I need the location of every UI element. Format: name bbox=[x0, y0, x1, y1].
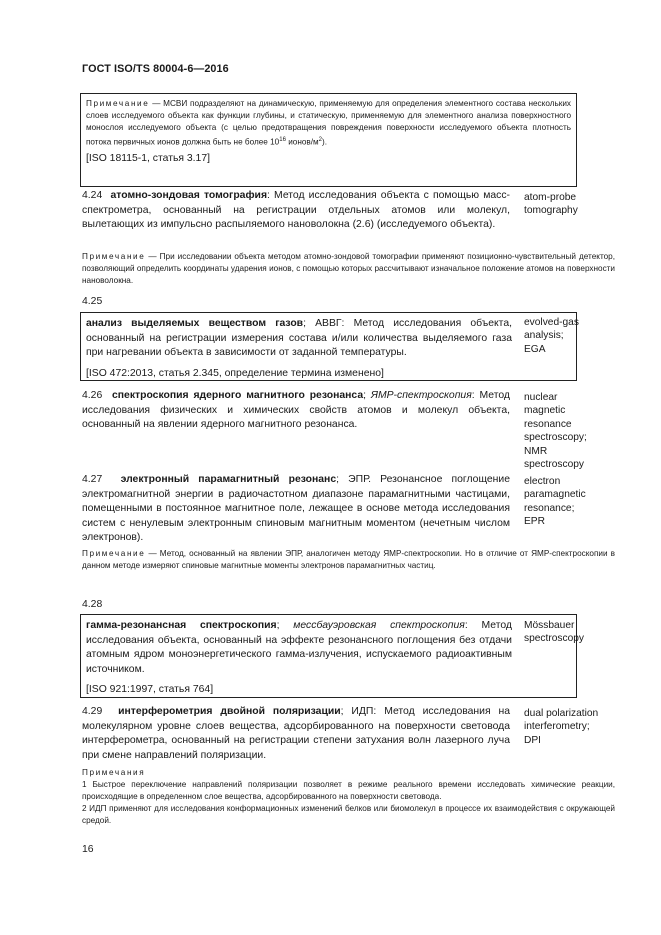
english-term-4-27 bbox=[524, 475, 634, 529]
note-4-24 bbox=[82, 251, 615, 287]
term-number-4-28: 4.28 bbox=[82, 599, 103, 610]
english-term-line: magnetic bbox=[524, 405, 566, 417]
notes-label: Примечания bbox=[82, 768, 146, 777]
term-4-28 bbox=[86, 619, 512, 677]
term-number: 4.29 bbox=[82, 706, 103, 717]
english-term-4-24 bbox=[524, 191, 634, 218]
english-term-line: resonance; bbox=[524, 502, 575, 514]
note-sup: 2 bbox=[318, 137, 323, 143]
term-synonym: мессбауэровская спектроскопия bbox=[293, 620, 465, 631]
english-term-line: EPR bbox=[524, 516, 545, 528]
term-title: гамма-резонансная спектроскопия bbox=[86, 620, 277, 631]
reference: [ISO 18115-1, статья 3.17] bbox=[86, 152, 210, 164]
note-text: — МСВИ подразделяют на динамическую, применяемую для определения элементного состава нескольких слоев исследуемого объекта как функции глубины, и статическую, применяемую для элементного анализа поверхностного монослоя исследуемого объекта (с целью предотвращения повреждения поверхности исследуемого объекта плотность потока первичных ионов должна быть не более 10 bbox=[86, 99, 571, 147]
note-sup: 16 bbox=[279, 137, 286, 143]
english-term-4-26 bbox=[524, 391, 634, 471]
english-term-4-25 bbox=[524, 316, 634, 356]
term-number: 4.26 bbox=[82, 390, 103, 401]
term-number-4-25: 4.25 bbox=[82, 296, 103, 307]
note-text-end: ). bbox=[322, 137, 328, 147]
term-title: атомно-зондовая томография bbox=[110, 190, 268, 201]
term-definition: ; АВВГ: Метод исследования объекта, основанный на регистрации измерения состава и/или количества выделяемого газа при нагревании объекта в зависимости от заданной температуры. bbox=[86, 318, 512, 359]
english-term-line: NMR bbox=[524, 445, 548, 457]
term-definition: : Метод исследования физических и химических свойств атомов и молекул объекта, основанный на явлении ядерного магнитного резонанса. bbox=[82, 390, 510, 431]
reference: [ISO 921:1997, статья 764] bbox=[86, 684, 214, 696]
english-term-line: EGA bbox=[524, 343, 546, 355]
english-term-line: resonance bbox=[524, 418, 572, 430]
note-text: — Метод, основанный на явлении ЭПР, аналогичен методу ЯМР-спектроскопии. Но в отличие от ЯМР-спектроскопии в данном методе измеряют спиновые магнитные моменты электронов парамагнитных частиц. bbox=[82, 549, 615, 570]
english-term-line: tomography bbox=[524, 205, 578, 217]
term-definition: : Метод исследования объекта, основанный на эффекте резонансного поглощения без отдачи атомным ядром моноэнергетического гамма-излучения, испускаемого радиоактивным источником. bbox=[86, 620, 512, 675]
term-definition: ; ИДП: Метод исследования на молекулярном уровне слоев вещества, адсорбированного на поверхности световода интерферометра, основанный на регистрации степени затухания волн лазерного луча при смене направлений поляризации. bbox=[82, 706, 511, 761]
term-title: спектроскопия ядерного магнитного резонанса bbox=[111, 390, 364, 401]
english-term-line: interferometry; bbox=[524, 721, 590, 733]
note-item: 2 ИДП применяют для исследования конформационных изменений белков или биомолекул в процессе их взаимодействия с окружающей средой. bbox=[82, 804, 615, 825]
note-text-mid: ионов/м bbox=[285, 137, 319, 147]
english-term-line: atom-probe bbox=[524, 192, 577, 203]
top-note-box bbox=[80, 93, 577, 187]
english-term-line: nuclear bbox=[524, 392, 558, 403]
term-number: 4.24 bbox=[82, 190, 103, 201]
term-separator: ; bbox=[363, 390, 371, 401]
note-text: — При исследовании объекта методом атомно-зондовой томографии применяют позиционно-чувствительный детектор, позволяющий определить координаты ударения ионов, с помощью которых рассчитывают изначальное положение атомов на поверхности нановолокна. bbox=[82, 252, 615, 285]
english-term-line: electron bbox=[524, 476, 561, 487]
term-title: анализ выделяемых веществом газов bbox=[86, 318, 304, 329]
term-definition: ; ЭПР. Резонансное поглощение электромагнитной энергии в радиочастотном диапазоне парамагнитными частицами, помещенными в постоянное магнитное поле, лежащее в основе метода исследования систем с ненулевым электронным спиновым магнитным моментом (нечетным числом электронов). bbox=[82, 474, 510, 544]
english-term-4-29 bbox=[524, 707, 644, 747]
term-4-29 bbox=[82, 705, 510, 763]
term-title: интерферометрия двойной поляризации bbox=[118, 706, 341, 717]
term-separator: ; bbox=[276, 620, 294, 631]
note-label: Примечание bbox=[86, 99, 150, 108]
term-4-24 bbox=[82, 189, 510, 233]
note-item: 1 Быстрое переключение направлений поляризации позволяет в режиме реального времени исследовать химические реакции, происходящие в определенном слое вещества, адсорбированного на поверхности световода. bbox=[82, 780, 615, 801]
term-title: электронный парамагнитный резонанс bbox=[120, 474, 337, 485]
term-box-4-28 bbox=[80, 614, 577, 698]
english-term-line: spectroscopy bbox=[524, 459, 585, 471]
english-term-line: spectroscopy; bbox=[524, 432, 587, 444]
english-term-line: DPI bbox=[524, 734, 541, 746]
english-term-line: analysis; bbox=[524, 330, 564, 342]
english-term-line: evolved-gas bbox=[524, 317, 579, 328]
term-synonym: ЯМР-спектроскопия bbox=[370, 390, 472, 401]
term-definition: : Метод исследования объекта с помощью масс-спектрометра, основанный на регистрации отдельных атомов или молекул, вылетающих из импульсно распыляемого нановолокна (2.6) (исследуемого объекта). bbox=[82, 190, 511, 231]
top-note bbox=[86, 98, 571, 149]
note-4-27 bbox=[82, 548, 615, 572]
term-box-4-25 bbox=[80, 312, 577, 381]
reference: [ISO 472:2013, статья 2.345, определение термина изменено] bbox=[86, 367, 384, 379]
term-4-25 bbox=[86, 317, 512, 361]
english-term-line: paramagnetic bbox=[524, 489, 586, 501]
english-term-line: dual polarization bbox=[524, 708, 599, 719]
english-term-4-28 bbox=[524, 619, 634, 646]
note-label: Примечание bbox=[82, 252, 146, 261]
term-4-26 bbox=[82, 389, 510, 433]
notes-4-29 bbox=[82, 767, 615, 827]
term-4-27 bbox=[82, 473, 510, 546]
term-number: 4.27 bbox=[82, 474, 103, 485]
page-number: 16 bbox=[82, 844, 94, 855]
document-header: ГОСТ ISO/TS 80004-6—2016 bbox=[82, 63, 229, 75]
note-label: Примечание bbox=[82, 549, 146, 558]
english-term-line: spectroscopy bbox=[524, 633, 585, 645]
english-term-line: Mössbauer bbox=[524, 620, 575, 631]
